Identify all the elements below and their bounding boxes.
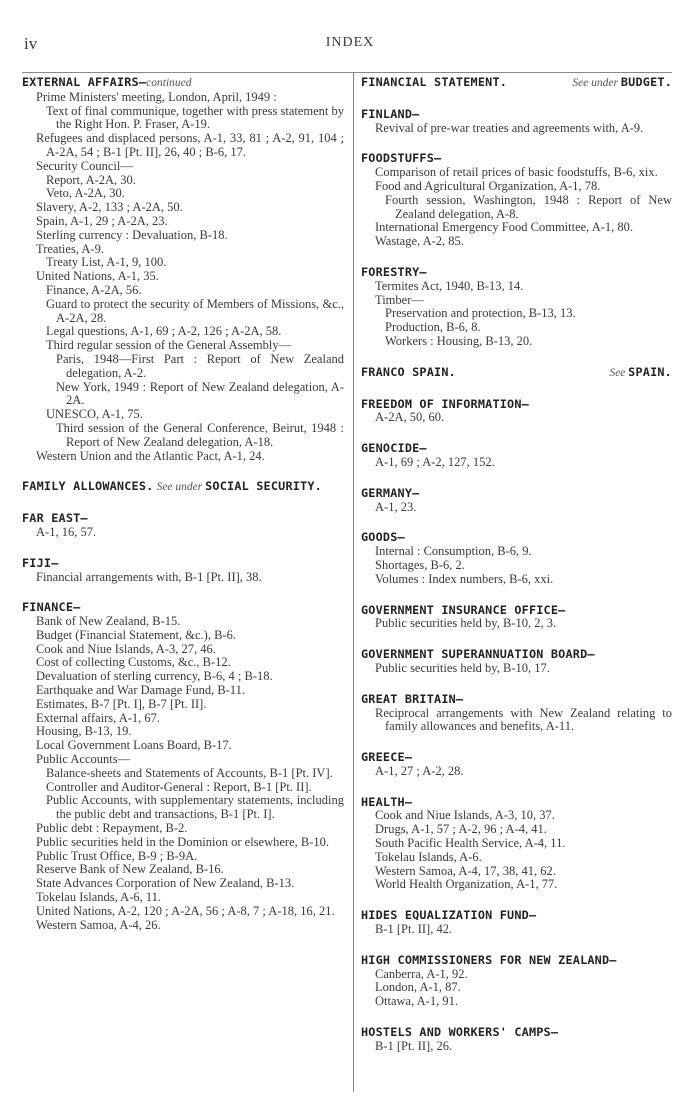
entry-line: United Nations, A-2, 120 ; A-2A, 56 ; A-8, 7 ; A-18, 16, 21.: [36, 903, 335, 918]
entry-line: Fourth session, Washington, 1948 : Report of New Zealand delegation, A-8.: [385, 192, 672, 221]
header-rule: [22, 72, 672, 73]
see-label: See: [609, 366, 629, 379]
entry-line: Timber—: [375, 292, 424, 307]
index-entry-hides: [361, 909, 672, 937]
index-entry-gio: [361, 604, 672, 632]
entry-line: Devaluation of sterling currency, B-6, 4 ; B-18.: [36, 669, 273, 684]
continued-label: continued: [146, 77, 192, 89]
entry-line: Comparison of retail prices of basic foodstuffs, B-6, xix.: [375, 165, 658, 180]
entry-line: Controller and Auditor-General : Report, B-1 [Pt. II].: [46, 779, 312, 794]
entry-line: United Nations, A-1, 35.: [36, 269, 159, 284]
heading-text: FAMILY ALLOWANCES.: [22, 479, 154, 494]
entry-line: International Emergency Food Committee, A-1, 80.: [375, 220, 634, 235]
entry-line: Western Samoa, A-4, 17, 38, 41, 62.: [375, 863, 556, 878]
heading-text: EXTERNAL AFFAIRS—: [22, 75, 147, 89]
entry-line: Public Accounts—: [36, 752, 131, 767]
cross-reference: [157, 479, 322, 493]
entry-line: Reciprocal arrangements with New Zealand relating to family allowances and benefits, A-11.: [375, 705, 672, 734]
index-entry-fam: [22, 480, 344, 495]
entry-line: Treaty List, A-1, 9, 100.: [46, 255, 167, 270]
entry-heading: [361, 604, 672, 618]
entry-heading: [361, 909, 672, 923]
entry-line: Ottawa, A-1, 91.: [375, 994, 458, 1009]
index-entry-fiji: [22, 557, 344, 585]
heading-text: FINANCIAL STATEMENT.: [361, 75, 508, 89]
index-entry-geno: [361, 442, 672, 470]
heading-text: FIJI—: [22, 555, 59, 570]
entry-line: Public Accounts, with supplementary statements, including the public debt and transactions, B-1 [Pt. I].: [46, 793, 344, 822]
entry-heading: [361, 796, 672, 810]
entry-line: Preservation and protection, B-13, 13.: [385, 306, 576, 321]
entry-line: UNESCO, A-1, 75.: [46, 407, 143, 422]
index-entry-gsb: [361, 648, 672, 676]
see-label: See under: [572, 77, 621, 89]
entry-heading: [361, 648, 672, 662]
entry-line: A-1, 23.: [375, 499, 417, 514]
entry-line: Bank of New Zealand, B-15.: [36, 614, 181, 629]
index-entry-host: [361, 1026, 672, 1054]
entry-line: Drugs, A-1, 57 ; A-2, 96 ; A-4, 41.: [375, 822, 547, 837]
entry-line: Veto, A-2A, 30.: [46, 186, 125, 201]
entry-line: Third regular session of the General Assembly—: [46, 338, 292, 353]
index-entry-germ: [361, 487, 672, 515]
entry-line: Cook and Niue Islands, A-3, 10, 37.: [375, 808, 555, 823]
entry-line: B-1 [Pt. II], 26.: [375, 1038, 453, 1053]
entry-line: A-1, 27 ; A-2, 28.: [375, 763, 464, 778]
entry-line: Paris, 1948—First Part : Report of New Zealand delegation, A-2.: [56, 351, 344, 380]
heading-text: HIGH COMMISSIONERS FOR NEW ZEALAND—: [361, 952, 617, 967]
entry-line: Report, A-2A, 30.: [46, 172, 136, 187]
index-entry-goods: [361, 531, 672, 586]
entry-heading: [361, 442, 672, 456]
entry-line: A-1, 69 ; A-2, 127, 152.: [375, 454, 495, 469]
entry-line: Tokelau Islands, A-6, 11.: [36, 890, 162, 905]
entry-line: Security Council—: [36, 158, 133, 173]
heading-text: HOSTELS AND WORKERS' CAMPS—: [361, 1025, 559, 1040]
entry-line: Workers : Housing, B-13, 20.: [385, 333, 533, 348]
entry-heading: [361, 1026, 672, 1040]
entry-heading: [22, 76, 344, 91]
entry-line: Internal : Consumption, B-6, 9.: [375, 544, 532, 559]
heading-text: HIDES EQUALIZATION FUND—: [361, 908, 537, 923]
cross-reference: [609, 366, 672, 381]
page-title: INDEX: [325, 35, 375, 50]
index-entry-health: [361, 796, 672, 893]
entry-heading: [361, 152, 672, 166]
entry-heading: [361, 108, 672, 122]
entry-heading: [361, 751, 672, 765]
see-label: See under: [156, 481, 206, 494]
entry-heading: [361, 487, 672, 501]
entry-line: World Health Organization, A-1, 77.: [375, 877, 558, 892]
entry-line: New York, 1949 : Report of New Zealand delegation, A-2A.: [56, 379, 344, 408]
entry-line: Prime Ministers' meeting, London, April, 1949 :: [36, 89, 277, 104]
entry-heading: [361, 693, 672, 707]
entry-line: Public debt : Repayment, B-2.: [36, 821, 188, 836]
entry-line: Reserve Bank of New Zealand, B-16.: [36, 862, 224, 877]
entry-heading: [361, 76, 672, 91]
heading-text: FINLAND—: [361, 106, 420, 121]
entry-line: Western Samoa, A-4, 26.: [36, 917, 161, 932]
see-reference: SOCIAL SECURITY.: [205, 479, 322, 494]
entry-line: Balance-sheets and Statements of Accounts, B-1 [Pt. IV].: [46, 765, 333, 780]
entry-heading: [361, 954, 672, 968]
entry-line: Local Government Loans Board, B-17.: [36, 738, 232, 753]
heading-text: GOVERNMENT SUPERANNUATION BOARD—: [361, 647, 595, 662]
entry-line: A-1, 16, 57.: [36, 524, 97, 539]
entry-line: External affairs, A-1, 67.: [36, 710, 161, 725]
see-reference: SPAIN.: [628, 364, 672, 379]
index-entry-fin: [22, 601, 344, 932]
index-entry-food: [361, 152, 672, 249]
entry-line: Canberra, A-1, 92.: [375, 966, 468, 981]
entry-line: Public securities held in the Dominion or elsewhere, B-10.: [36, 834, 329, 849]
entry-heading: [22, 557, 344, 571]
entry-line: South Pacific Health Service, A-4, 11.: [375, 836, 566, 851]
entry-line: Treaties, A-9.: [36, 241, 104, 256]
entry-line: Shortages, B-6, 2.: [375, 557, 465, 572]
index-entry-fs: [361, 76, 672, 91]
heading-text: GOVERNMENT INSURANCE OFFICE—: [361, 602, 566, 617]
entry-line: Tokelau Islands, A-6.: [375, 849, 482, 864]
entry-line: Volumes : Index numbers, B-6, xxi.: [375, 571, 554, 586]
entry-line: Wastage, A-2, 85.: [375, 234, 464, 249]
entry-line: Refugees and displaced persons, A-1, 33, 81 ; A-2, 91, 104 ; A-2A, 54 ; B-1 [Pt. II], 26, 40 ; B-6, 17.: [36, 131, 344, 159]
column-divider: [353, 72, 354, 1092]
entry-line: Cook and Niue Islands, A-3, 27, 46.: [36, 641, 216, 656]
entry-line: Budget (Financial Statement, &c.), B-6.: [36, 627, 236, 642]
entry-heading: [361, 531, 672, 545]
heading-text: GERMANY—: [361, 485, 420, 500]
entry-heading: [22, 601, 344, 615]
entry-line: Third session of the General Conference, Beirut, 1948 : Report of New Zealand delegation, A-18.: [56, 420, 344, 449]
entry-line: Public securities held by, B-10, 2, 3.: [375, 616, 557, 631]
heading-text: FINANCE—: [22, 600, 81, 615]
index-entry-forest: [361, 266, 672, 349]
right-column: [361, 76, 672, 1071]
entry-line: Finance, A-2A, 56.: [46, 282, 142, 297]
heading-text: GREECE—: [361, 750, 413, 765]
entry-line: Food and Agricultural Organization, A-1, 78.: [375, 178, 601, 193]
cross-reference: [572, 76, 672, 91]
heading-text: HEALTH—: [361, 794, 413, 809]
page-number: iv: [24, 34, 38, 53]
entry-heading: [22, 480, 344, 495]
entry-line: Sterling currency : Devaluation, B-18.: [36, 227, 228, 242]
index-entry-hc: [361, 954, 672, 1009]
heading-text: FREEDOM OF INFORMATION—: [361, 396, 529, 411]
entry-line: Text of final communique, together with press statement by the Right Hon. P. Fraser, A-19.: [46, 103, 345, 132]
index-entry-franco: [361, 366, 672, 381]
heading-text: FOODSTUFFS—: [361, 151, 442, 166]
see-reference: BUDGET.: [620, 75, 672, 89]
entry-line: Earthquake and War Damage Fund, B-11.: [36, 683, 246, 698]
page-header: [0, 30, 700, 53]
entry-line: Housing, B-13, 19.: [36, 724, 132, 739]
left-column: [22, 76, 344, 949]
entry-line: Cost of collecting Customs, &c., B-12.: [36, 655, 231, 670]
index-entry-finl: [361, 108, 672, 136]
index-entry-ext: [22, 76, 344, 463]
entry-line: Slavery, A-2, 133 ; A-2A, 50.: [36, 200, 183, 215]
entry-heading: [361, 366, 672, 381]
heading-text: FAR EAST—: [22, 511, 88, 526]
heading-text: GOODS—: [361, 530, 405, 545]
index-entry-gb: [361, 693, 672, 734]
entry-line: Termites Act, 1940, B-13, 14.: [375, 278, 524, 293]
entry-heading: [361, 398, 672, 412]
entry-line: Financial arrangements with, B-1 [Pt. II], 38.: [36, 569, 262, 584]
entry-line: Spain, A-1, 29 ; A-2A, 23.: [36, 213, 168, 228]
entry-heading: [361, 266, 672, 280]
heading-text: FRANCO SPAIN.: [361, 364, 456, 379]
entry-line: Revival of pre-war treaties and agreements with, A-9.: [375, 120, 644, 135]
entry-line: Guard to protect the security of Members of Missions, &c., A-2A, 28.: [46, 296, 344, 325]
entry-line: A-2A, 50, 60.: [375, 410, 445, 425]
entry-line: Legal questions, A-1, 69 ; A-2, 126 ; A-2A, 58.: [46, 324, 282, 339]
entry-line: State Advances Corporation of New Zealand, B-13.: [36, 876, 295, 891]
heading-text: GENOCIDE—: [361, 441, 427, 456]
entry-line: Production, B-6, 8.: [385, 320, 481, 335]
heading-text: FORESTRY—: [361, 264, 427, 279]
entry-line: London, A-1, 87.: [375, 980, 461, 995]
entry-line: Public securities held by, B-10, 17.: [375, 660, 550, 675]
heading-text: GREAT BRITAIN—: [361, 691, 464, 706]
entry-line: Western Union and the Atlantic Pact, A-1, 24.: [36, 448, 265, 463]
index-entry-greece: [361, 751, 672, 779]
entry-line: Estimates, B-7 [Pt. I], B-7 [Pt. II].: [36, 696, 207, 711]
entry-line: Public Trust Office, B-9 ; B-9A.: [36, 848, 198, 863]
index-entry-free: [361, 398, 672, 426]
index-entry-far: [22, 512, 344, 540]
entry-line: B-1 [Pt. II], 42.: [375, 922, 453, 937]
entry-heading: [22, 512, 344, 526]
